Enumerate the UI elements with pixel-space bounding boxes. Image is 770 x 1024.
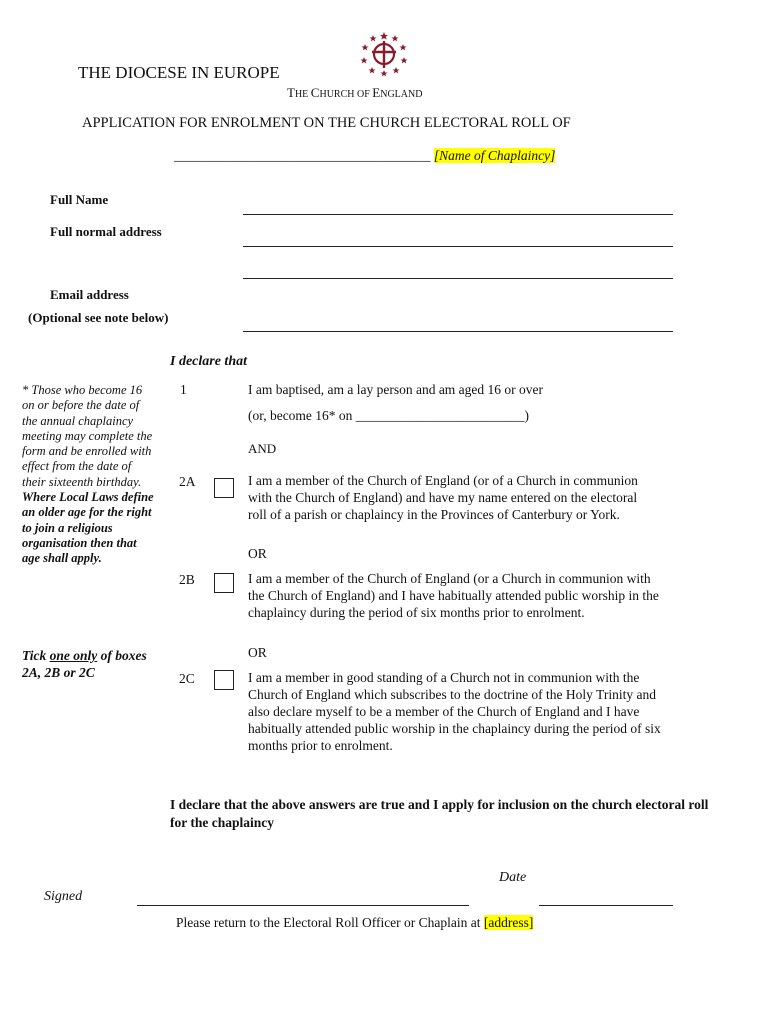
- item-1-birthday-line[interactable]: (or, become 16* on _________________________): [248, 408, 530, 423]
- checkbox-2a[interactable]: [214, 478, 234, 498]
- address-field-line2[interactable]: [243, 278, 673, 279]
- form-title: APPLICATION FOR ENROLMENT ON THE CHURCH ELECTORAL ROLL OF: [82, 115, 571, 131]
- chaplaincy-placeholder: [Name of Chaplaincy]: [433, 148, 556, 163]
- item-2c-text: I am a member in good standing of a Church not in communion with the Church of England which subscribes to the doctrine of the Holy Trinity and also declare myself to be a member of the Church of England and I have habitually attended public worship in the chaplaincy during the period of six months prior to enrolment.: [248, 670, 661, 753]
- church-of-england-subtitle: THE CHURCH OF ENGLAND: [287, 85, 423, 100]
- checkbox-2b[interactable]: [214, 573, 234, 593]
- item-2b-number: 2B: [179, 572, 195, 587]
- signed-label: Signed: [44, 889, 83, 904]
- full-name-label: Full Name: [50, 192, 109, 207]
- diocese-emblem-icon: [358, 30, 410, 78]
- full-name-field[interactable]: [243, 214, 673, 215]
- tick-instruction: Tick one only of boxes 2A, 2B or 2C: [22, 648, 147, 680]
- address-field-line1[interactable]: [243, 246, 673, 247]
- date-label: Date: [499, 870, 527, 885]
- return-instruction: Please return to the Electoral Roll Officer or Chaplain at [address]: [176, 915, 534, 930]
- item-2c-number: 2C: [179, 671, 195, 686]
- diocese-title: THE DIOCESE IN EUROPE: [78, 63, 280, 82]
- email-note: (Optional see note below): [28, 310, 169, 325]
- age-note: * Those who become 16 on or before the date of the annual chaplaincy meeting may complete the form and be enrolled with effect from the date of their sixteenth birthday. Where Local Laws define an older age for the right to join a religious organisation then that age shall apply.: [22, 383, 154, 566]
- email-label: Email address: [50, 287, 129, 302]
- or-separator-1: OR: [248, 546, 267, 561]
- item-2a-number: 2A: [179, 474, 196, 489]
- diocese-logo: [358, 30, 410, 78]
- checkbox-2c[interactable]: [214, 670, 234, 690]
- or-separator-2: OR: [248, 645, 267, 660]
- signature-field[interactable]: [137, 905, 469, 906]
- final-declaration: I declare that the above answers are true and I apply for inclusion on the church electoral roll for the chaplaincy: [170, 797, 709, 830]
- declare-heading: I declare that: [170, 354, 247, 369]
- item-2a-text: I am a member of the Church of England (or of a Church in communion with the Church of England) and have my name entered on the electoral roll of a parish or chaplaincy in the Provinces of Canterbury or York.: [248, 473, 638, 522]
- and-separator: AND: [248, 441, 277, 456]
- address-label: Full normal address: [50, 224, 162, 239]
- email-field[interactable]: [243, 331, 673, 332]
- chaplaincy-blank[interactable]: ______________________________________: [174, 148, 431, 163]
- item-2b-text: I am a member of the Church of England (or a Church in communion with the Church of England) and I have habitually attended public worship in the chaplaincy during the period of six months prior to enrolment.: [248, 571, 659, 620]
- item-1-text: I am baptised, am a lay person and am aged 16 or over: [248, 382, 544, 397]
- item-1-number: 1: [180, 382, 187, 397]
- chaplaincy-line: [174, 148, 555, 164]
- date-field[interactable]: [539, 905, 673, 906]
- return-address: [address]: [483, 915, 534, 930]
